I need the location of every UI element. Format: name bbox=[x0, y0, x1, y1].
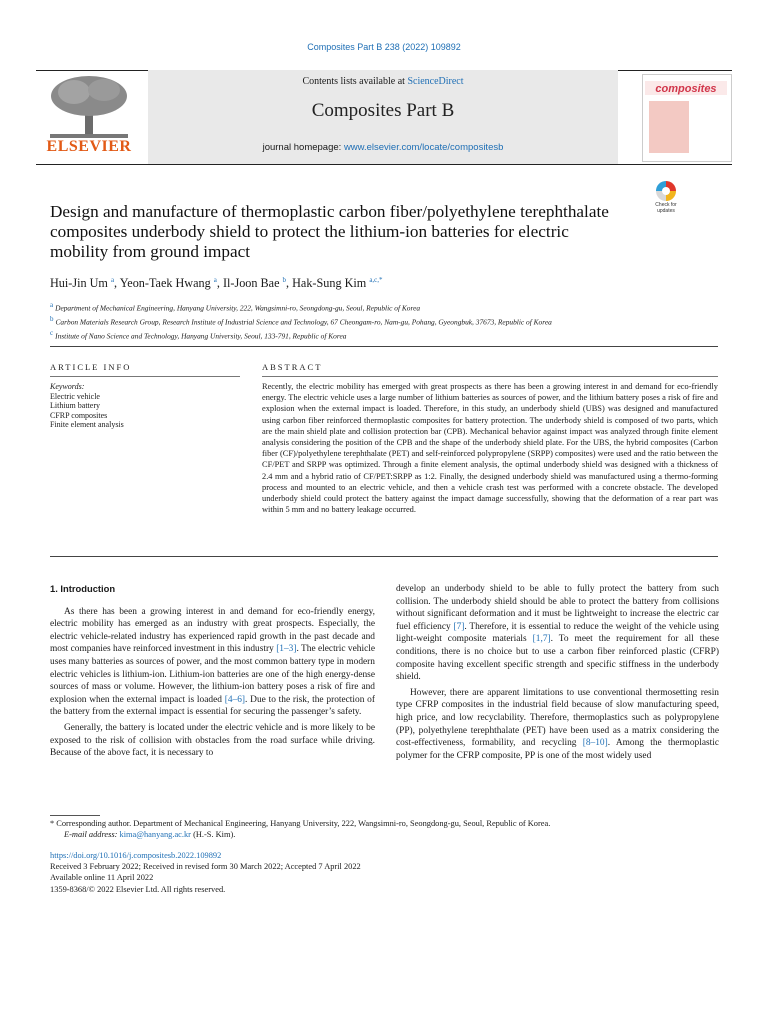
keywords-block bbox=[50, 382, 240, 430]
author-name[interactable]: Hak-Sung Kim bbox=[292, 276, 367, 291]
cover-word: composites bbox=[655, 83, 717, 95]
paragraph-text: As there has been a growing interest in and demand for eco-friendly energy, electric mobility has emerged as an industry with great prospects. Especially, the electric vehicle-related industry has experienced rapid growth in the past decade and most companies have reinforced investment in this industry bbox=[50, 606, 375, 655]
homepage-link[interactable]: www.elsevier.com/locate/compositesb bbox=[343, 142, 504, 153]
email-suffix: (H.-S. Kim). bbox=[190, 830, 236, 840]
received-dates: Received 3 February 2022; Received in revised form 30 March 2022; Accepted 7 April 2022 bbox=[50, 862, 361, 872]
paragraph-text: Generally, the battery is located under the electric vehicle and is more likely to be exposed to the risk of collision with obstacles from the road surface while driving. Because of the above fact, it is necessary to bbox=[50, 722, 375, 759]
body-paragraph bbox=[396, 687, 719, 763]
paragraph-text: . Therefore, it is essential to reduce the weight of the vehicle using light-weight composite materials bbox=[396, 621, 719, 645]
affiliations bbox=[50, 300, 730, 342]
affiliation-item bbox=[50, 300, 730, 314]
footnote-rule bbox=[50, 815, 100, 816]
paragraph-text: . To meet the requirement for all these conditions, there is no choice but to use a carbon fiber reinforced plastic (CFRP) composite having excellent specific strength and specific stiffness in the underbody shield. bbox=[396, 634, 719, 683]
citation-link[interactable]: [8–10] bbox=[582, 738, 608, 749]
footnote-email-line bbox=[50, 829, 718, 840]
keyword-item: CFRP composites bbox=[50, 410, 108, 420]
publisher-name: ELSEVIER bbox=[46, 138, 132, 155]
email-link[interactable]: kima@hanyang.ac.kr bbox=[119, 830, 191, 840]
crossmark-icon bbox=[646, 180, 686, 202]
homepage-prefix: journal homepage: bbox=[262, 142, 344, 153]
author-name[interactable]: Hui-Jin Um bbox=[50, 276, 108, 291]
footnote-corresponding: Corresponding author. Department of Mechanical Engineering, Hanyang University, 222, Wangsimni-ro, Seongdong-gu, Seoul, Republic of Korea. bbox=[54, 819, 551, 828]
author-affiliation-mark[interactable]: b bbox=[282, 276, 287, 284]
check-for-updates-badge[interactable] bbox=[646, 180, 686, 216]
paragraph-text: develop an underbody shield to be able to fully protect the battery from such collision. The underbody shield should be able to protect the battery from collisions without significant deformation and it must be lightweight to increase the electric car fuel efficiency bbox=[396, 584, 719, 632]
keywords-label: Keywords: bbox=[50, 382, 85, 391]
journal-masthead bbox=[36, 70, 732, 165]
keyword-item: Electric vehicle bbox=[50, 391, 100, 401]
author-affiliation-mark[interactable]: a bbox=[110, 276, 115, 284]
citation-link[interactable]: [4–6] bbox=[224, 694, 246, 705]
body-paragraph bbox=[50, 722, 375, 760]
masthead-center bbox=[148, 70, 618, 164]
journal-title: Composites Part B bbox=[311, 100, 455, 121]
paragraph-text: . Due to the risk, the protection of the battery from the external impact is essential for securing the passenger’s safety. bbox=[50, 694, 375, 718]
body-paragraph bbox=[396, 583, 719, 684]
affiliation-label: b bbox=[50, 315, 54, 324]
paragraph-text: . Among the thermoplastic polymer for the CFRP composite, PP is one of the most widely used bbox=[396, 738, 719, 761]
crossmark-line1: Check for bbox=[655, 202, 677, 208]
affiliation-label: c bbox=[50, 329, 54, 338]
section-heading-introduction: 1. Introduction bbox=[50, 583, 116, 594]
section-divider bbox=[50, 556, 718, 557]
author-list: Hui-Jin Um $^a$, Yeon-Taek Hwang $^a$, Il-Joon Bae $^b$, Hak-Sung Kim $^{a,c,*}$ bbox=[50, 276, 383, 291]
journal-reference[interactable]: Composites Part B 238 (2022) 109892 bbox=[307, 42, 461, 52]
crossmark-line2: updates bbox=[657, 208, 675, 214]
masthead-bottom-rule bbox=[36, 164, 732, 165]
contents-prefix: Contents lists available at bbox=[302, 76, 408, 87]
article-metadata bbox=[50, 850, 718, 895]
article-info-rule bbox=[50, 376, 240, 377]
doi-link[interactable]: https://doi.org/10.1016/j.compositesb.2022.109892 bbox=[50, 851, 222, 860]
citation-link[interactable]: [1,7] bbox=[532, 634, 551, 645]
cover-art bbox=[649, 101, 689, 153]
abstract-rule bbox=[262, 376, 718, 377]
homepage-line bbox=[148, 142, 618, 153]
abstract-heading: ABSTRACT bbox=[262, 362, 323, 372]
section-divider bbox=[50, 346, 718, 347]
paragraph-text: . The electric vehicle uses many batteries as sources of power, and the most common battery type in modern electric vehicles is lithium-ion. Lithium-ion batteries are one of the high energy-dense sources of mass or volume. However, the lithium-ion battery poses a risk of fire and explosion when the external impact is loaded bbox=[50, 644, 375, 705]
paragraph-text: However, there are apparent limitations to use conventional thermosetting resin type CFRP composites in the industrial field because of slow manufacturing speed, high price, and low recyclability. Therefore, thermoplastics such as polypropylene (PP), polyethylene terephthalate (PET) have been used as a matrix considering the cost-effectiveness, formability, and recycling bbox=[396, 687, 719, 749]
keyword-item: Lithium battery bbox=[50, 401, 100, 411]
article-title: Design and manufacture of thermoplastic carbon fiber/polyethylene terephthalate composites underbody shield to protect the lithium-ion batteries for electric mobility from ground impact bbox=[50, 202, 609, 261]
body-column-left bbox=[50, 583, 375, 763]
copyright: 1359-8368/© 2022 Elsevier Ltd. All rights reserved. bbox=[50, 884, 226, 894]
right-paragraphs bbox=[396, 583, 719, 762]
author-name[interactable]: Il-Joon Bae bbox=[222, 276, 280, 291]
affiliation-text: Department of Mechanical Engineering, Hanyang University, 222, Wangsimni-ro, Seongdong-gu, Seoul, Republic of Korea bbox=[55, 303, 421, 313]
article-info-heading: ARTICLE INFO bbox=[50, 362, 132, 372]
citation-link[interactable]: [7] bbox=[453, 621, 465, 632]
body-column-right bbox=[396, 583, 719, 765]
keyword-item: Finite element analysis bbox=[50, 420, 124, 430]
affiliation-text: Institute of Nano Science and Technology, Hanyang University, Seoul, 133-791, Republic of Korea bbox=[55, 331, 347, 341]
author-affiliation-mark[interactable]: a,c,* bbox=[369, 276, 383, 284]
affiliation-text: Carbon Materials Research Group, Research Institute of Industrial Science and Technology, 67 Cheongam-ro, Nam-gu, Pohang, Gyeongbuk, 37673, Republic of Korea bbox=[55, 317, 552, 327]
affiliation-label: a bbox=[50, 301, 54, 309]
crossmark-label bbox=[646, 202, 686, 214]
left-paragraphs bbox=[50, 606, 375, 760]
abstract-text: Recently, the electric mobility has emerged with great prospects as there has been a growing interest in and demand for eco-friendly energy. The electric vehicle uses a large number of lithium batteries as sources of power, and the lithium battery poses a risk of fire and explosion when the external impact is loaded. Therefore, in this study, an underbody shield (UBS) was designed and manufactured using carbon fiber reinforced thermoplastic composites for battery protection. The underbody shield is composed of two parts, which are the main shield plate and collision protection bar (CPB). Mechanical behavior against impact was analyzed through finite element analysis considering the position of the CPB and the shape of the underbody shield plate. For the UBS, the hybrid composites (Carbon fiber (CF)/polyethylene terephthalate (PET) and self-reinforced polypropylene (SRPP) composites) were used and the ratio between the CF/PET and SRPP was optimized. Through a finite element analysis, the optimal underbody shield was designed with a thickness of 2.4 mm and a hybrid ratio of CF/PET:SRPP as 1:2. Finally, the designed underbody shield was manufactured using a thermo-forming process and mounted to an electric vehicle, and then a vehicle crash test was performed with a concrete obstacle. The developed underbody shield could protect the battery against the impact damage successfully, showing that the deformation of a rear part was within 5 mm and no battery leakage occurred. bbox=[262, 382, 718, 515]
footnote-star: * bbox=[50, 819, 55, 828]
affiliation-item bbox=[50, 314, 730, 328]
sciencedirect-link[interactable]: ScienceDirect bbox=[407, 76, 464, 87]
available-online: Available online 11 April 2022 bbox=[50, 873, 154, 883]
elsevier-logo[interactable] bbox=[44, 74, 134, 160]
contents-line bbox=[148, 76, 618, 87]
elsevier-tree-icon bbox=[44, 74, 134, 140]
corresponding-author-footnote bbox=[50, 818, 718, 840]
affiliation-item bbox=[50, 328, 730, 342]
email-label: E-mail address: bbox=[64, 830, 120, 840]
author-name[interactable]: Yeon-Taek Hwang bbox=[119, 276, 211, 291]
author-affiliation-mark[interactable]: a bbox=[213, 276, 217, 284]
citation-link[interactable]: [1–3] bbox=[276, 644, 297, 655]
footnote-line bbox=[50, 818, 718, 829]
journal-cover-thumbnail[interactable] bbox=[642, 74, 732, 162]
body-paragraph bbox=[50, 606, 375, 719]
